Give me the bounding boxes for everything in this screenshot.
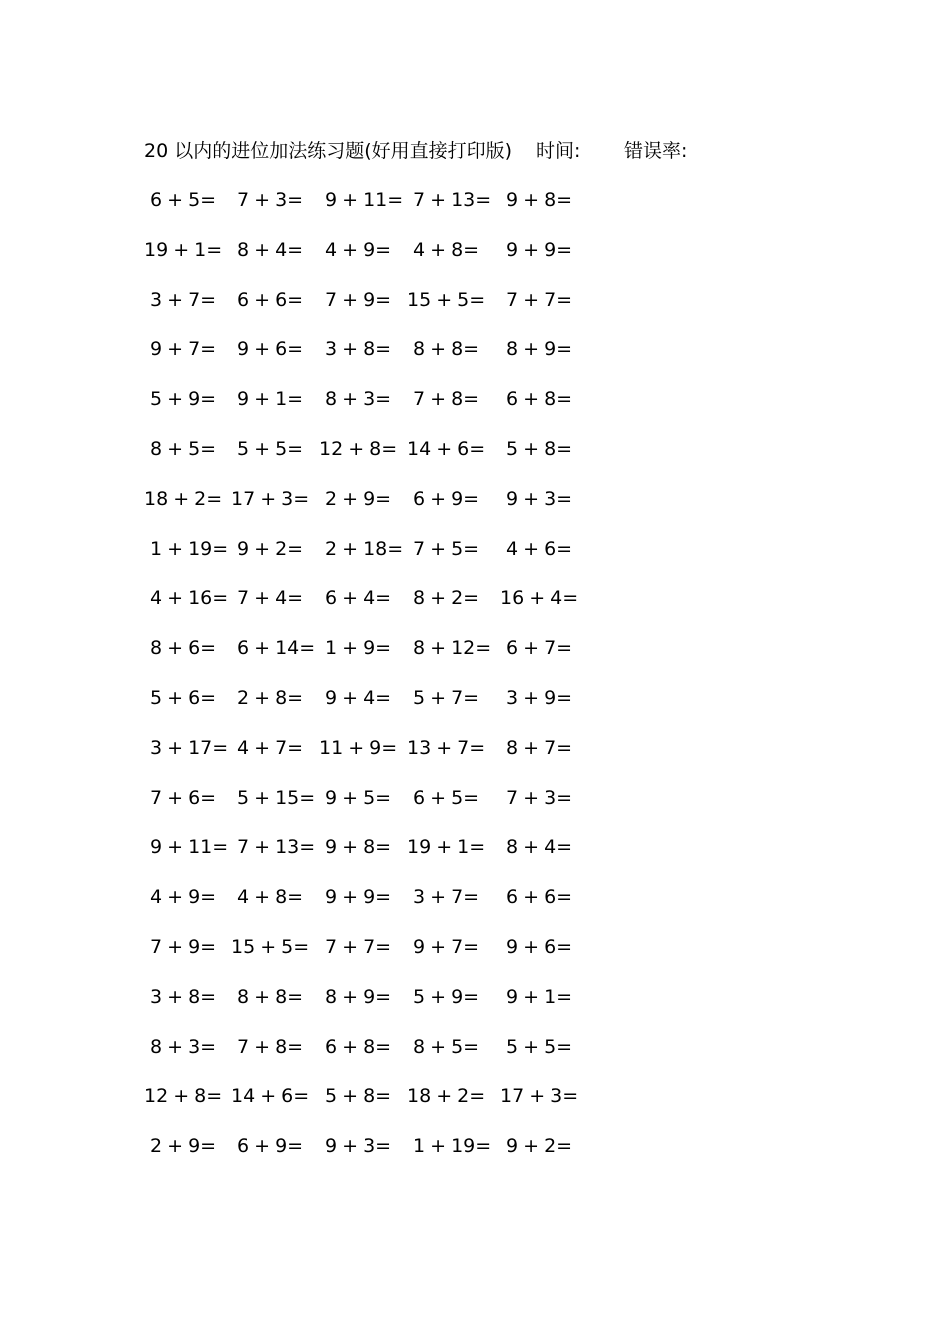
addition-problem: 7 + 7= — [506, 288, 573, 311]
addition-problem: 8 + 7= — [506, 736, 573, 759]
problem-row — [0, 882, 950, 912]
addition-problem: 9 + 6= — [506, 936, 573, 958]
addition-problem: 3 + 7= — [413, 886, 480, 909]
addition-problem: 8 + 9= — [506, 338, 573, 361]
addition-problem: 15 + 5= — [231, 936, 310, 958]
addition-problem: 4 + 9= — [325, 238, 392, 261]
addition-problem: 18 + 2= — [407, 1085, 486, 1108]
addition-problem: 5 + 5= — [506, 1035, 573, 1058]
addition-problem: 8 + 12= — [413, 637, 492, 660]
addition-problem: 16 + 4= — [500, 587, 579, 610]
problem-row — [0, 1131, 950, 1161]
addition-problem: 8 + 3= — [325, 388, 392, 411]
problem-row — [0, 1032, 950, 1062]
error-rate-label: 错误率: — [624, 140, 688, 162]
addition-problem: 1 + 9= — [325, 637, 392, 660]
addition-problem: 17 + 3= — [231, 487, 310, 510]
addition-problem: 12 + 8= — [319, 438, 398, 460]
addition-problem: 2 + 18= — [325, 537, 404, 560]
addition-problem: 7 + 7= — [325, 936, 392, 958]
addition-problem: 8 + 3= — [150, 1035, 217, 1058]
problem-row — [0, 185, 950, 215]
addition-problem: 5 + 8= — [506, 438, 573, 460]
addition-problem: 9 + 8= — [325, 836, 392, 859]
addition-problem: 5 + 9= — [413, 985, 480, 1008]
addition-problem: 3 + 8= — [325, 338, 392, 361]
addition-problem: 14 + 6= — [231, 1085, 310, 1108]
addition-problem: 19 + 1= — [407, 836, 486, 859]
addition-problem: 2 + 8= — [237, 687, 304, 709]
addition-problem: 9 + 1= — [506, 985, 573, 1008]
problem-row — [0, 484, 950, 514]
addition-problem: 6 + 5= — [413, 786, 480, 809]
addition-problem: 3 + 9= — [506, 687, 573, 709]
addition-problem: 6 + 14= — [237, 637, 316, 660]
addition-problem: 8 + 8= — [413, 338, 480, 361]
addition-problem: 9 + 2= — [506, 1135, 573, 1158]
problem-row — [0, 534, 950, 564]
addition-problem: 9 + 9= — [325, 886, 392, 909]
addition-problem: 7 + 13= — [237, 836, 316, 859]
addition-problem: 9 + 7= — [150, 338, 217, 361]
addition-problem: 7 + 9= — [150, 936, 217, 958]
problem-row — [0, 285, 950, 315]
addition-problem: 7 + 8= — [237, 1035, 304, 1058]
addition-problem: 9 + 1= — [237, 388, 304, 411]
addition-problem: 3 + 17= — [150, 736, 229, 759]
addition-problem: 2 + 9= — [150, 1135, 217, 1158]
addition-problem: 8 + 8= — [237, 985, 304, 1008]
problem-row — [0, 832, 950, 862]
addition-problem: 9 + 5= — [325, 786, 392, 809]
addition-problem: 8 + 6= — [150, 637, 217, 660]
addition-problem: 8 + 4= — [237, 238, 304, 261]
addition-problem: 9 + 11= — [150, 836, 229, 859]
addition-problem: 4 + 8= — [413, 238, 480, 261]
addition-problem: 9 + 4= — [325, 687, 392, 709]
addition-problem: 5 + 9= — [150, 388, 217, 411]
addition-problem: 6 + 5= — [150, 189, 217, 211]
addition-problem: 14 + 6= — [407, 438, 486, 460]
problem-row — [0, 982, 950, 1012]
addition-problem: 6 + 7= — [506, 637, 573, 660]
addition-problem: 9 + 3= — [506, 487, 573, 510]
addition-problem: 9 + 3= — [325, 1135, 392, 1158]
problem-row — [0, 583, 950, 613]
addition-problem: 17 + 3= — [500, 1085, 579, 1108]
addition-problem: 4 + 16= — [150, 587, 229, 610]
addition-problem: 1 + 19= — [150, 537, 229, 560]
problem-row — [0, 783, 950, 813]
addition-problem: 7 + 13= — [413, 189, 492, 211]
addition-problem: 7 + 9= — [325, 288, 392, 311]
addition-problem: 9 + 8= — [506, 189, 573, 211]
problem-row — [0, 683, 950, 713]
problem-row — [0, 235, 950, 265]
addition-problem: 8 + 4= — [506, 836, 573, 859]
addition-problem: 8 + 2= — [413, 587, 480, 610]
addition-problem: 5 + 15= — [237, 786, 316, 809]
addition-problem: 19 + 1= — [144, 238, 223, 261]
addition-problem: 3 + 7= — [150, 288, 217, 311]
addition-problem: 4 + 6= — [506, 537, 573, 560]
addition-problem: 1 + 19= — [413, 1135, 492, 1158]
problem-row — [0, 633, 950, 663]
addition-problem: 2 + 9= — [325, 487, 392, 510]
addition-problem: 6 + 8= — [325, 1035, 392, 1058]
addition-problem: 8 + 5= — [413, 1035, 480, 1058]
addition-problem: 9 + 9= — [506, 238, 573, 261]
problem-row — [0, 334, 950, 364]
addition-problem: 5 + 5= — [237, 438, 304, 460]
addition-problem: 9 + 7= — [413, 936, 480, 958]
addition-problem: 6 + 9= — [237, 1135, 304, 1158]
addition-problem: 6 + 8= — [506, 388, 573, 411]
addition-problem: 15 + 5= — [407, 288, 486, 311]
problem-row — [0, 384, 950, 414]
addition-problem: 7 + 8= — [413, 388, 480, 411]
addition-problem: 7 + 3= — [237, 189, 304, 211]
addition-problem: 6 + 6= — [237, 288, 304, 311]
addition-problem: 7 + 5= — [413, 537, 480, 560]
addition-problem: 6 + 9= — [413, 487, 480, 510]
addition-problem: 7 + 3= — [506, 786, 573, 809]
addition-problem: 9 + 6= — [237, 338, 304, 361]
addition-problem: 5 + 8= — [325, 1085, 392, 1108]
addition-problem: 6 + 6= — [506, 886, 573, 909]
addition-problem: 4 + 9= — [150, 886, 217, 909]
addition-problem: 8 + 5= — [150, 438, 217, 460]
addition-problem: 5 + 6= — [150, 687, 217, 709]
problem-row — [0, 1081, 950, 1111]
time-label: 时间: — [536, 140, 581, 162]
problem-row — [0, 434, 950, 464]
worksheet-title: 20 以内的进位加法练习题(好用直接打印版) — [144, 140, 513, 162]
addition-problem: 7 + 4= — [237, 587, 304, 610]
addition-problem: 4 + 8= — [237, 886, 304, 909]
addition-problem: 8 + 9= — [325, 985, 392, 1008]
addition-problem: 11 + 9= — [319, 736, 398, 759]
problem-row — [0, 932, 950, 962]
addition-problem: 7 + 6= — [150, 786, 217, 809]
addition-problem: 12 + 8= — [144, 1085, 223, 1108]
addition-problem: 6 + 4= — [325, 587, 392, 610]
addition-problem: 4 + 7= — [237, 736, 304, 759]
addition-problem: 5 + 7= — [413, 687, 480, 709]
addition-problem: 18 + 2= — [144, 487, 223, 510]
addition-problem: 9 + 2= — [237, 537, 304, 560]
addition-problem: 9 + 11= — [325, 189, 404, 211]
problem-row — [0, 733, 950, 763]
addition-problem: 3 + 8= — [150, 985, 217, 1008]
addition-problem: 13 + 7= — [407, 736, 486, 759]
